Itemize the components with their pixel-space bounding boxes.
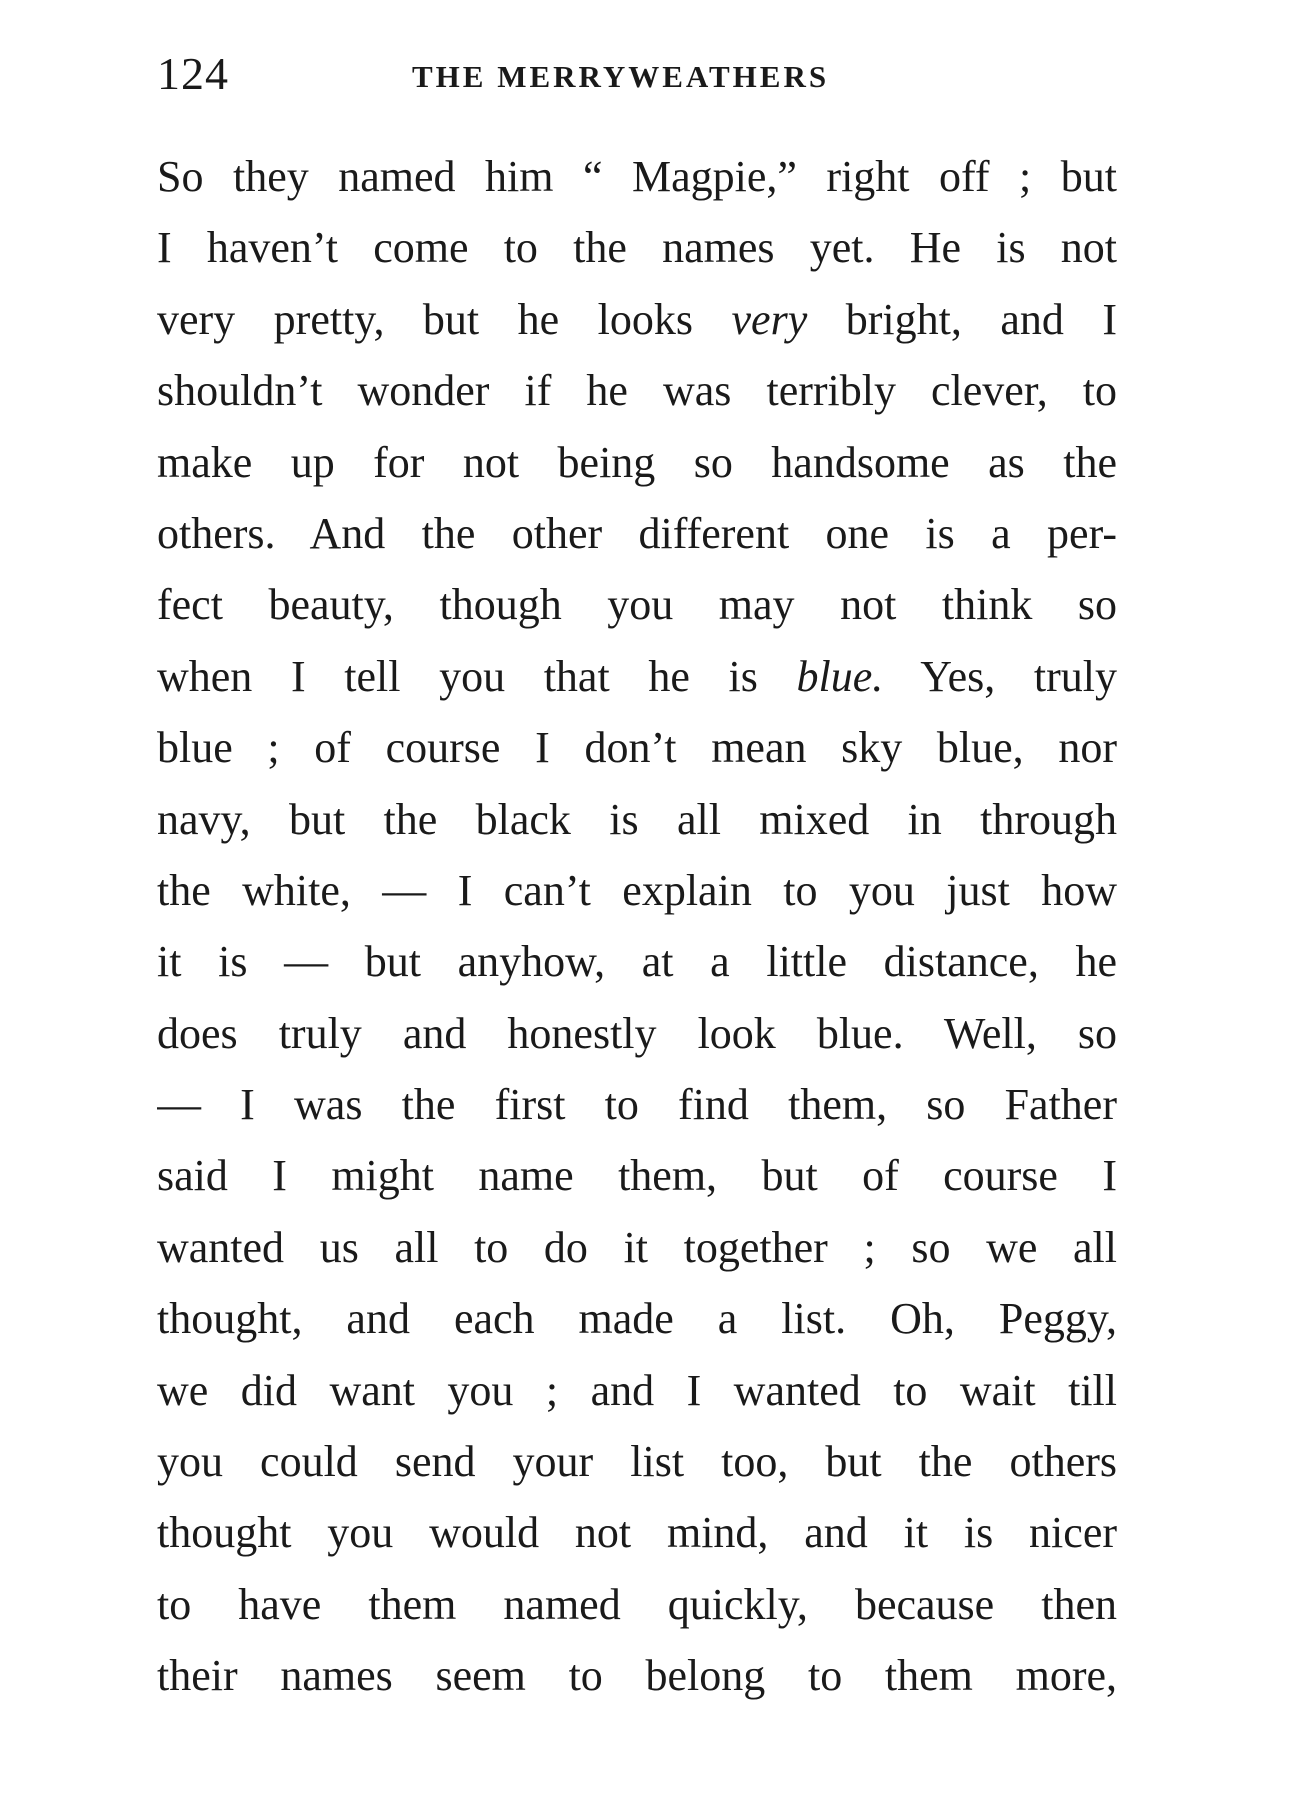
text-line: thought you would not mind, and it is nicer	[157, 1508, 1117, 1558]
text-line: — I was the first to find them, so Father	[157, 1080, 1117, 1130]
text-line: wanted us all to do it together ; so we all	[157, 1222, 1117, 1272]
text-line	[157, 641, 1117, 712]
text-line: their names seem to belong to them more,	[157, 1651, 1117, 1701]
text-line	[157, 284, 1117, 355]
text-line: navy, but the black is all mixed in through	[157, 794, 1117, 844]
text-line: to have them named quickly, because then	[157, 1579, 1117, 1629]
text-line: blue ; of course I don’t mean sky blue, nor	[157, 723, 1117, 773]
text-line: you could send your list too, but the others	[157, 1437, 1117, 1487]
text-line: thought, and each made a list. Oh, Peggy,	[157, 1294, 1117, 1344]
text-line: said I might name them, but of course I	[157, 1151, 1117, 1201]
text-span: when I tell you that he is	[157, 651, 797, 701]
italic-emphasis: very	[731, 294, 808, 344]
text-line: I haven’t come to the names yet. He is not	[157, 223, 1117, 273]
page-header	[157, 44, 1112, 104]
italic-emphasis: blue.	[796, 651, 884, 701]
text-line: others. And the other different one is a per-	[157, 508, 1117, 558]
text-line: we did want you ; and I wanted to wait till	[157, 1365, 1117, 1415]
text-line: make up for not being so handsome as the	[157, 437, 1117, 487]
body-text	[157, 141, 1117, 1712]
text-line: shouldn’t wonder if he was terribly clever, to	[157, 366, 1117, 416]
text-line: So they named him “ Magpie,” right off ; but	[157, 152, 1117, 201]
text-line: it is — but anyhow, at a little distance, he	[157, 937, 1117, 987]
running-title: THE MERRYWEATHERS	[412, 59, 830, 94]
page-number: 124	[157, 48, 229, 99]
text-span: very pretty, but he looks	[157, 294, 732, 344]
text-span: Yes, truly	[883, 651, 1117, 701]
text-line: the white, — I can’t explain to you just how	[157, 865, 1117, 915]
text-line: fect beauty, though you may not think so	[157, 580, 1117, 630]
text-line: does truly and honestly look blue. Well, so	[157, 1008, 1117, 1058]
text-span: bright, and I	[807, 294, 1117, 344]
